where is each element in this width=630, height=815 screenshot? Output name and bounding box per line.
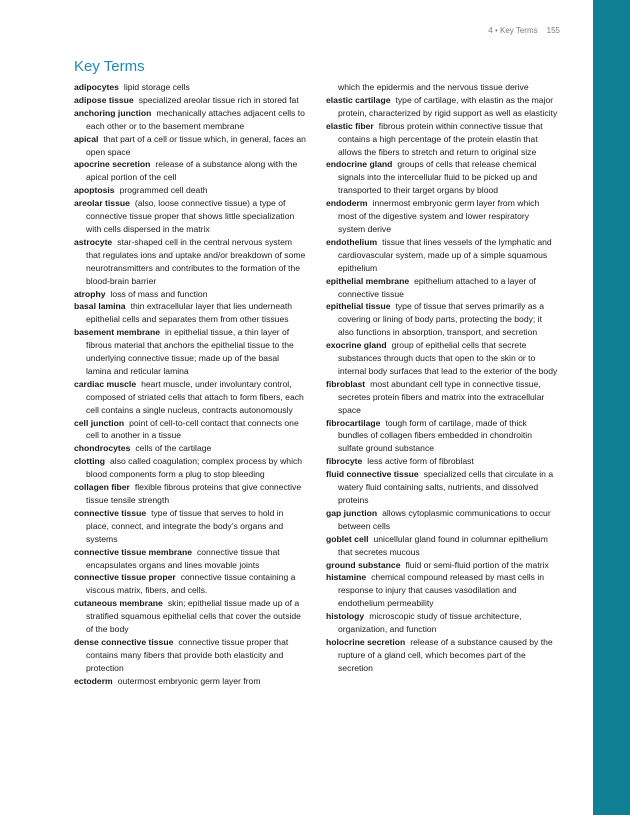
glossary-definition: cells of the cartilage <box>135 443 212 454</box>
glossary-entry <box>326 120 558 159</box>
glossary-definition: mechanically attaches adjacent cells to each other or to the basement membrane <box>86 107 305 131</box>
glossary-definition: fluid or semi-fluid portion of the matrix <box>405 559 549 570</box>
glossary-term: epithelial membrane <box>326 275 410 286</box>
glossary-term: anchoring junction <box>74 107 152 118</box>
glossary-definition: group of epithelial cells that secrete substances through ducts that open to the skin or to internal body surfaces that lead to the exterior of the body <box>338 340 558 376</box>
glossary-term: basement membrane <box>74 327 160 338</box>
glossary-term: fluid connective tissue <box>326 469 419 480</box>
running-head <box>380 26 560 35</box>
glossary-entry <box>74 455 306 481</box>
glossary-term: endoderm <box>326 198 368 209</box>
glossary-term: adipocytes <box>74 82 119 92</box>
glossary-term: apoptosis <box>74 185 115 196</box>
glossary-entry <box>74 184 306 197</box>
glossary-definition: point of cell-to-cell contact that connects one cell to another in a tissue <box>86 417 299 441</box>
glossary-term: elastic fiber <box>326 120 374 131</box>
glossary-definition: most abundant cell type in connective tissue, secretes protein fibers and matrix into the extracellular space <box>338 378 545 415</box>
glossary-definition: in epithelial tissue, a thin layer of fibrous material that anchors the epithelial tissue to the underlying connective tissue; made up of the basal lamina and reticular lamina <box>86 327 294 376</box>
glossary-entry <box>326 507 558 533</box>
glossary-entry <box>326 417 558 456</box>
glossary-definition: type of tissue that serves to hold in place, connect, and integrate the body’s organs and systems <box>86 507 284 544</box>
glossary-entry <box>326 158 558 197</box>
glossary-entry <box>74 378 306 417</box>
glossary-definition: microscopic study of tissue architecture, organization, and function <box>338 611 522 635</box>
glossary-term: clotting <box>74 456 106 467</box>
glossary-term: basal lamina <box>74 301 126 312</box>
glossary-definition: which the epidermis and the nervous tissue derive <box>338 82 529 92</box>
glossary-entry <box>74 571 306 597</box>
glossary-entry <box>74 197 306 236</box>
glossary-term: cell junction <box>74 417 125 428</box>
glossary-term: fibrocartilage <box>326 417 381 428</box>
glossary-entry <box>74 288 306 301</box>
glossary-entry <box>326 610 558 636</box>
glossary-term: ectoderm <box>74 675 113 686</box>
glossary-definition: loss of mass and function <box>110 288 208 299</box>
glossary-entry <box>326 571 558 610</box>
glossary-entry <box>326 468 558 507</box>
glossary-term: collagen fiber <box>74 482 130 493</box>
glossary-term: endocrine gland <box>326 159 393 170</box>
glossary-term: areolar tissue <box>74 198 130 209</box>
glossary-definition: chemical compound released by mast cells in response to injury that causes vasodilation and endothelium permeability <box>338 572 545 609</box>
glossary-term: gap junction <box>326 507 378 518</box>
glossary-entry <box>326 236 558 275</box>
glossary-term: connective tissue membrane <box>74 546 192 557</box>
glossary-definition: allows cytoplasmic communications to occur between cells <box>338 507 551 531</box>
glossary-term: atrophy <box>74 288 106 299</box>
glossary-entry <box>74 326 306 378</box>
glossary-term: histology <box>326 611 365 622</box>
glossary-entry <box>74 442 306 455</box>
glossary-definition: epithelium attached to a layer of connective tissue <box>338 275 536 299</box>
glossary-entry <box>74 597 306 636</box>
glossary-term: elastic cartilage <box>326 94 391 105</box>
glossary-entry <box>326 378 558 417</box>
glossary-term: adipose tissue <box>74 94 134 105</box>
glossary-definition: lipid storage cells <box>123 82 190 92</box>
glossary-term: dense connective tissue <box>74 636 174 647</box>
glossary-term: epithelial tissue <box>326 301 391 312</box>
glossary-definition: less active form of fibroblast <box>367 456 474 467</box>
glossary-definition: also called coagulation; complex process by which blood components form a plug to stop bleeding <box>86 456 303 480</box>
glossary-definition: outermost embryonic germ layer from <box>117 675 261 686</box>
page-number: 155 <box>546 26 560 35</box>
page-edge-band <box>593 0 630 815</box>
glossary-term: fibroblast <box>326 378 366 389</box>
glossary-definition: groups of cells that release chemical signals into the intercellular fluid to be picked up and transported to their target organs by blood <box>338 159 538 196</box>
glossary-definition: release of a substance along with the apical portion of the cell <box>86 159 298 183</box>
section-label: 4 • Key Terms <box>488 26 538 35</box>
glossary-definition: connective tissue containing a viscous matrix, fibers, and cells. <box>86 572 296 596</box>
glossary-entry <box>74 636 306 675</box>
page-title: Key Terms <box>74 58 145 75</box>
glossary-entry <box>326 81 558 94</box>
glossary-entry <box>326 94 558 120</box>
glossary-definition: tissue that lines vessels of the lymphatic and cardiovascular system, made up of a simple squamous epithelium <box>338 236 552 273</box>
glossary-entry <box>74 236 306 288</box>
glossary-term: exocrine gland <box>326 340 387 351</box>
glossary-entry <box>326 533 558 559</box>
glossary-entry <box>74 675 306 688</box>
glossary-term: ground substance <box>326 559 401 570</box>
glossary-entry <box>74 94 306 107</box>
right-column <box>326 81 558 675</box>
glossary-entry <box>74 107 306 133</box>
glossary-term: goblet cell <box>326 533 369 544</box>
glossary-definition: tough form of cartilage, made of thick bundles of collagen fibers embedded in chondroitin sulfate ground substance <box>338 417 532 454</box>
glossary-entry <box>326 455 558 468</box>
glossary-entry <box>326 197 558 236</box>
glossary-entry <box>326 559 558 572</box>
glossary-entry <box>74 300 306 326</box>
glossary-definition: that part of a cell or tissue which, in general, faces an open space <box>86 133 306 157</box>
glossary-term: cardiac muscle <box>74 378 137 389</box>
glossary-definition: (also, loose connective tissue) a type of connective tissue proper that shows little specialization with cells dispersed in the matrix <box>86 198 295 234</box>
glossary-definition: type of cartilage, with elastin as the major protein, characterized by rigid support as well as elasticity <box>338 94 558 118</box>
glossary-term: histamine <box>326 572 367 583</box>
glossary-definition: fibrous protein within connective tissue that contains a high percentage of the protein elastin that allows the fibers to stretch and return to original size <box>338 120 543 157</box>
glossary-entry <box>74 417 306 443</box>
glossary-entry <box>326 339 558 378</box>
glossary-term: apocrine secretion <box>74 159 151 170</box>
glossary-term: connective tissue proper <box>74 572 176 583</box>
glossary-definition: type of tissue that serves primarily as a covering or lining of body parts, protecting the body; it also functions in absorption, transport, and secretion <box>338 301 545 338</box>
glossary-definition: specialized cells that circulate in a watery fluid containing salts, nutrients, and dissolved proteins <box>338 469 554 505</box>
glossary-term: endothelium <box>326 236 378 247</box>
glossary-entry <box>326 300 558 339</box>
glossary-definition: programmed cell death <box>119 185 208 196</box>
glossary-definition: innermost embryonic germ layer from which most of the digestive system and lower respiratory system derive <box>338 198 540 234</box>
glossary-term: apical <box>74 133 99 144</box>
glossary-entry <box>74 481 306 507</box>
glossary-term: fibrocyte <box>326 456 363 467</box>
glossary-entry <box>74 546 306 572</box>
glossary-definition: connective tissue that encapsulates organs and lines movable joints <box>86 546 280 570</box>
glossary-definition: unicellular gland found in columnar epithelium that secretes mucous <box>338 533 548 557</box>
glossary-term: cutaneous membrane <box>74 598 163 609</box>
glossary-term: connective tissue <box>74 507 147 518</box>
glossary-entry <box>74 158 306 184</box>
glossary-definition: specialized areolar tissue rich in stored fat <box>138 94 299 105</box>
glossary-term: astrocyte <box>74 236 113 247</box>
left-column <box>74 81 306 688</box>
glossary-definition: thin extracellular layer that lies underneath epithelial cells and separates them from other tissues <box>86 301 293 325</box>
glossary-definition: connective tissue proper that contains many fibers that provide both elasticity and protection <box>86 636 289 673</box>
glossary-term: chondrocytes <box>74 443 131 454</box>
glossary-definition: heart muscle, under involuntary control, composed of striated cells that attach to form fibers, each cell contains a single nucleus, contracts autonomously <box>86 378 304 415</box>
glossary-entry <box>326 275 558 301</box>
glossary-entry <box>74 81 306 94</box>
glossary-definition: release of a substance caused by the rupture of a gland cell, which becomes part of the secretion <box>338 636 553 673</box>
glossary-definition: skin; epithelial tissue made up of a stratified squamous epithelial cells that cover the outside of the body <box>86 598 301 635</box>
glossary-definition: star-shaped cell in the central nervous system that regulates ions and uptake and/or breakdown of some neurotransmitters and contributes to the formation of the blood-brain barrier <box>86 236 306 286</box>
glossary-term: holocrine secretion <box>326 636 406 647</box>
glossary-entry <box>74 507 306 546</box>
glossary-definition: flexible fibrous proteins that give connective tissue tensile strength <box>86 482 302 505</box>
glossary-entry <box>326 636 558 675</box>
glossary-entry <box>74 133 306 159</box>
